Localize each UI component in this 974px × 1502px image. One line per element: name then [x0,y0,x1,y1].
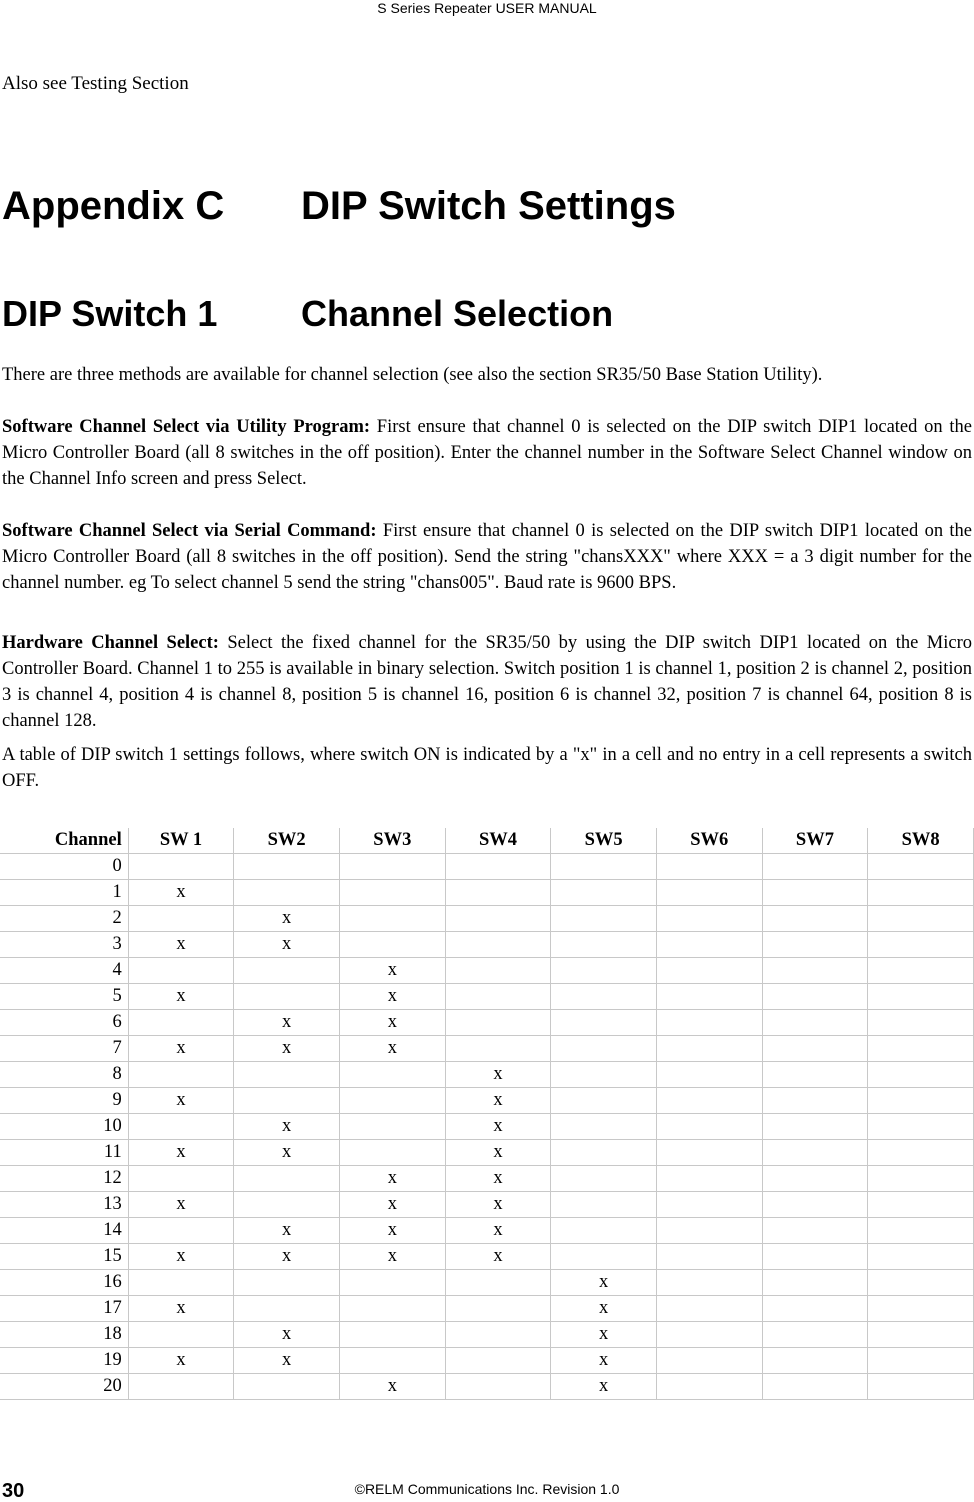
table-row [0,1218,974,1244]
switch-cell [234,1296,340,1322]
switch-cell [234,880,340,906]
channel-cell: 4 [0,958,128,984]
switch-cell [339,1088,445,1114]
switch-cell: x [445,1088,551,1114]
table-row [0,1140,974,1166]
switch-cell: x [128,1348,234,1374]
switch-cell [656,1218,762,1244]
switch-cell [868,932,974,958]
switch-cell [128,1010,234,1036]
switch-cell [445,932,551,958]
page-number: 30 [2,1480,25,1502]
switch-cell: x [234,932,340,958]
serial-command-text: First ensure that channel 0 is selected on the DIP switch DIP1 located on the Micro Controller Board (all 8 switches in the off position). Send the string "chansXXX" where XXX = a 3 digit number for the channel number. eg To select channel 5 send the string "chans005". Baud rate is 9600 BPS. [2,521,972,593]
switch-cell [656,1374,762,1400]
channel-cell: 9 [0,1088,128,1114]
switch-cell [868,1270,974,1296]
column-header: SW6 [656,828,762,854]
utility-program-paragraph [2,414,972,492]
switch-cell: x [234,1244,340,1270]
switch-cell [551,1062,657,1088]
appendix-number: Appendix C [2,184,225,228]
table-row [0,1374,974,1400]
switch-cell [868,854,974,880]
switch-cell [445,1036,551,1062]
section-number: DIP Switch 1 [2,293,218,334]
switch-cell [128,1270,234,1296]
channel-cell: 2 [0,906,128,932]
column-header: SW5 [551,828,657,854]
utility-program-text: First ensure that channel 0 is selected on the DIP switch DIP1 located on the Micro Controller Board (all 8 switches in the off position). Enter the channel number in the Software Select Channel window on the Channel Info screen and press Select. [2,417,972,489]
column-header: SW7 [762,828,868,854]
switch-cell: x [551,1270,657,1296]
switch-cell [762,1192,868,1218]
switch-cell [339,906,445,932]
switch-cell [656,1348,762,1374]
switch-cell [445,1296,551,1322]
switch-cell [868,1192,974,1218]
switch-cell [656,1322,762,1348]
switch-cell [339,1348,445,1374]
channel-cell: 6 [0,1010,128,1036]
table-row [0,1114,974,1140]
switch-cell [551,1192,657,1218]
switch-cell: x [551,1374,657,1400]
switch-cell [551,880,657,906]
table-body [0,854,974,1400]
switch-cell: x [234,1322,340,1348]
switch-cell [339,880,445,906]
table-row [0,854,974,880]
channel-cell: 19 [0,1348,128,1374]
channel-cell: 8 [0,1062,128,1088]
utility-program-label: Software Channel Select via Utility Program: [2,417,371,437]
channel-cell: 0 [0,854,128,880]
serial-command-label: Software Channel Select via Serial Command: [2,521,377,541]
switch-cell [656,1166,762,1192]
switch-cell [551,958,657,984]
switch-cell: x [234,1218,340,1244]
switch-cell [656,1270,762,1296]
switch-cell [656,958,762,984]
switch-cell [445,854,551,880]
column-header: SW 1 [128,828,234,854]
switch-cell [445,1374,551,1400]
channel-cell: 17 [0,1296,128,1322]
switch-cell [128,1166,234,1192]
switch-cell [762,1374,868,1400]
switch-cell [762,1088,868,1114]
switch-cell [339,1062,445,1088]
switch-cell [656,1192,762,1218]
column-header: SW2 [234,828,340,854]
switch-cell: x [128,984,234,1010]
switch-cell [234,1192,340,1218]
switch-cell [656,854,762,880]
switch-cell [234,1270,340,1296]
switch-cell: x [234,1348,340,1374]
switch-cell [868,1166,974,1192]
switch-cell [656,1244,762,1270]
channel-cell: 15 [0,1244,128,1270]
switch-cell [128,1374,234,1400]
switch-cell: x [128,932,234,958]
table-row [0,1192,974,1218]
switch-cell: x [445,1244,551,1270]
methods-intro-paragraph: There are three methods are available for channel selection (see also the section SR35/50 Base Station Utility). [2,365,823,385]
switch-cell [656,1036,762,1062]
switch-cell [868,1296,974,1322]
switch-cell [656,1296,762,1322]
table-row [0,1322,974,1348]
switch-cell: x [445,1192,551,1218]
switch-cell [762,1322,868,1348]
switch-cell: x [445,1166,551,1192]
switch-cell [868,1010,974,1036]
switch-cell [762,1114,868,1140]
switch-cell: x [128,880,234,906]
switch-cell [339,854,445,880]
table-row [0,1296,974,1322]
appendix-title: DIP Switch Settings [301,184,676,228]
switch-cell [656,906,762,932]
switch-cell [762,854,868,880]
switch-cell: x [234,1010,340,1036]
switch-cell [656,932,762,958]
switch-cell [762,1348,868,1374]
table-row [0,1270,974,1296]
switch-cell: x [128,1296,234,1322]
channel-cell: 20 [0,1374,128,1400]
switch-cell [445,1010,551,1036]
switch-cell: x [234,1114,340,1140]
column-header: SW3 [339,828,445,854]
switch-cell [128,906,234,932]
column-header: Channel [0,828,128,854]
switch-cell [762,1036,868,1062]
switch-cell [762,1140,868,1166]
switch-cell: x [339,1166,445,1192]
switch-cell [868,1218,974,1244]
switch-cell [868,1322,974,1348]
switch-cell [445,906,551,932]
switch-cell: x [339,984,445,1010]
switch-cell [762,932,868,958]
switch-cell [234,1166,340,1192]
switch-cell [551,984,657,1010]
switch-cell [445,984,551,1010]
footer-copyright: ©RELM Communications Inc. Revision 1.0 [354,1481,620,1497]
switch-cell: x [128,1088,234,1114]
table-row [0,1010,974,1036]
switch-cell: x [445,1062,551,1088]
switch-cell [762,984,868,1010]
channel-cell: 1 [0,880,128,906]
switch-cell: x [339,958,445,984]
switch-cell [128,1218,234,1244]
switch-cell [551,1166,657,1192]
switch-cell [551,1036,657,1062]
switch-cell [551,932,657,958]
switch-cell: x [551,1348,657,1374]
hardware-select-label: Hardware Channel Select: [2,633,219,653]
channel-cell: 3 [0,932,128,958]
table-row [0,1088,974,1114]
switch-cell [445,958,551,984]
channel-cell: 7 [0,1036,128,1062]
switch-cell [445,1270,551,1296]
switch-cell [762,906,868,932]
table-row [0,1244,974,1270]
switch-cell [762,1244,868,1270]
switch-cell [762,1166,868,1192]
channel-cell: 14 [0,1218,128,1244]
switch-cell [762,958,868,984]
switch-cell [234,1088,340,1114]
switch-cell [339,1296,445,1322]
switch-cell [868,958,974,984]
switch-cell [656,1088,762,1114]
switch-cell [234,1062,340,1088]
hardware-select-text: Select the fixed channel for the SR35/50 by using the DIP switch DIP1 located on the Micro Controller Board. Channel 1 to 255 is available in binary selection. Switch position 1 is channel 1, position 2 is channel 2, position 3 is channel 4, position 4 is channel 8, position 5 is channel 16, position 6 is channel 32, position 7 is channel 64, position 8 is channel 128. [2,633,972,731]
switch-cell [128,1114,234,1140]
column-header: SW8 [868,828,974,854]
switch-cell [551,1244,657,1270]
column-header: SW4 [445,828,551,854]
table-header-row [0,828,974,854]
switch-cell [656,880,762,906]
switch-cell [868,1348,974,1374]
table-row [0,906,974,932]
switch-cell [234,958,340,984]
switch-cell: x [128,1244,234,1270]
switch-cell [868,984,974,1010]
running-header: S Series Repeater USER MANUAL [377,0,597,16]
table-row [0,1036,974,1062]
switch-cell [234,854,340,880]
table-row [0,1348,974,1374]
switch-cell [339,1114,445,1140]
switch-cell [868,1244,974,1270]
switch-cell [868,1374,974,1400]
section-title: Channel Selection [301,293,614,334]
table-row [0,1062,974,1088]
table-row [0,880,974,906]
switch-cell [339,1270,445,1296]
switch-cell [868,1036,974,1062]
switch-cell [234,1374,340,1400]
switch-cell: x [234,1140,340,1166]
switch-cell [128,1062,234,1088]
switch-cell: x [445,1218,551,1244]
switch-cell: x [339,1374,445,1400]
switch-cell: x [551,1322,657,1348]
switch-cell [339,1140,445,1166]
switch-cell [551,906,657,932]
switch-cell: x [234,1036,340,1062]
switch-cell [445,1322,551,1348]
switch-cell [445,880,551,906]
switch-cell: x [551,1296,657,1322]
channel-cell: 18 [0,1322,128,1348]
switch-cell [339,932,445,958]
switch-cell [128,854,234,880]
channel-cell: 10 [0,1114,128,1140]
switch-cell [551,1010,657,1036]
switch-cell [762,1062,868,1088]
switch-cell [656,984,762,1010]
table-row [0,984,974,1010]
switch-cell [128,1322,234,1348]
switch-cell [551,1114,657,1140]
dip-switch-table [0,828,974,1400]
switch-cell [551,1218,657,1244]
channel-cell: 16 [0,1270,128,1296]
switch-cell [762,880,868,906]
channel-cell: 11 [0,1140,128,1166]
switch-cell [868,1140,974,1166]
switch-cell [128,958,234,984]
switch-cell [868,906,974,932]
hardware-select-paragraph [2,630,972,734]
switch-cell: x [445,1114,551,1140]
switch-cell [656,1140,762,1166]
channel-cell: 13 [0,1192,128,1218]
switch-cell [656,1062,762,1088]
switch-cell: x [339,1192,445,1218]
channel-cell: 5 [0,984,128,1010]
channel-cell: 12 [0,1166,128,1192]
switch-cell [339,1322,445,1348]
table-row [0,932,974,958]
table-row [0,958,974,984]
switch-cell [551,1088,657,1114]
switch-cell [762,1270,868,1296]
switch-cell [868,1088,974,1114]
switch-cell [445,1348,551,1374]
switch-cell [868,1062,974,1088]
switch-cell: x [128,1036,234,1062]
switch-cell: x [339,1036,445,1062]
switch-cell [234,984,340,1010]
switch-cell: x [128,1140,234,1166]
switch-cell: x [339,1244,445,1270]
switch-cell [762,1296,868,1322]
switch-cell: x [445,1140,551,1166]
switch-cell [868,880,974,906]
switch-cell [656,1010,762,1036]
switch-cell [762,1218,868,1244]
switch-cell [762,1010,868,1036]
switch-cell: x [339,1010,445,1036]
switch-cell [656,1114,762,1140]
switch-cell [868,1114,974,1140]
table-row [0,1166,974,1192]
switch-cell: x [339,1218,445,1244]
also-see-note: Also see Testing Section [2,73,189,94]
switch-cell [551,1140,657,1166]
switch-cell [551,854,657,880]
switch-cell: x [128,1192,234,1218]
switch-cell: x [234,906,340,932]
table-description-paragraph: A table of DIP switch 1 settings follows, where switch ON is indicated by a "x" in a cell and no entry in a cell represents a switch OFF. [2,745,972,791]
serial-command-paragraph [2,518,972,596]
